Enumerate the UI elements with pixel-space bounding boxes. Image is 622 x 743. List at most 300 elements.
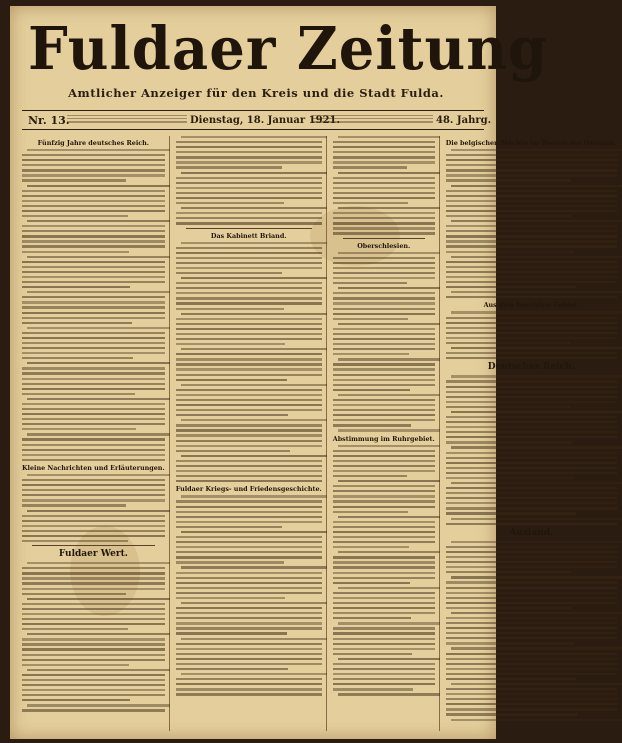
text-line <box>176 333 322 335</box>
text-line <box>333 374 435 376</box>
text-line <box>333 566 435 568</box>
text-line <box>176 460 322 462</box>
text-line <box>333 146 435 148</box>
text-line <box>181 348 327 350</box>
section-heading: Aus dem besetzten Gebiet. <box>483 301 579 310</box>
text-line <box>22 393 135 395</box>
text-line <box>176 582 322 584</box>
text-line <box>333 617 412 619</box>
text-line <box>22 225 165 227</box>
text-line <box>67 115 187 117</box>
text-line <box>446 245 617 247</box>
text-line <box>333 460 435 462</box>
text-line <box>333 536 435 538</box>
text-line <box>22 689 165 691</box>
text-line <box>333 485 435 487</box>
text-line <box>176 693 322 695</box>
text-line <box>22 230 165 232</box>
text-line <box>22 499 165 501</box>
text-line <box>333 627 435 629</box>
text-line <box>176 308 284 310</box>
text-line <box>22 174 165 176</box>
text-line <box>333 161 435 163</box>
text-line <box>22 276 165 278</box>
text-line <box>176 328 322 330</box>
text-line <box>22 337 165 339</box>
text-line <box>446 210 617 212</box>
text-line <box>446 556 617 558</box>
text-line <box>333 302 435 304</box>
text-line <box>176 597 286 599</box>
text-line <box>446 296 617 298</box>
text-line <box>181 384 327 386</box>
text-line <box>176 648 322 650</box>
text-line <box>446 421 617 423</box>
text-line <box>338 323 440 325</box>
text-line <box>22 306 165 308</box>
text-line <box>22 169 165 171</box>
text-line <box>176 177 322 179</box>
text-line <box>22 210 165 212</box>
text-line <box>176 323 322 325</box>
section-heading: Ausland. <box>509 527 554 538</box>
issue-number: Nr. 13. <box>28 113 70 127</box>
text-line <box>22 266 165 268</box>
text-line <box>338 358 440 360</box>
text-line <box>22 251 129 253</box>
text-line <box>22 572 165 574</box>
text-line <box>451 541 622 543</box>
column-4 <box>446 136 621 731</box>
text-line <box>27 291 170 293</box>
text-line <box>176 434 322 436</box>
text-line <box>446 179 571 181</box>
text-line <box>333 222 435 224</box>
text-line <box>176 592 322 594</box>
text-line <box>22 235 165 237</box>
text-line <box>338 252 440 254</box>
text-line <box>446 225 617 227</box>
text-line <box>27 362 170 364</box>
text-line <box>451 719 622 721</box>
text-line <box>333 607 435 609</box>
text-line <box>446 357 617 359</box>
text-line <box>22 378 165 380</box>
text-line <box>333 475 407 477</box>
masthead-title: Fuldaer Zeitung <box>28 14 549 84</box>
text-line <box>446 622 617 624</box>
text-line <box>451 220 622 222</box>
text-line <box>446 391 617 393</box>
headline: Oberschlesien. <box>357 241 411 250</box>
text-line <box>22 261 165 263</box>
text-line <box>176 217 322 219</box>
newspaper-page <box>10 6 617 739</box>
text-line <box>176 587 322 589</box>
text-line <box>22 684 165 686</box>
text-line <box>22 200 165 202</box>
text-line <box>176 222 322 224</box>
text-line <box>22 449 165 451</box>
text-line <box>181 277 327 279</box>
text-line <box>22 215 128 217</box>
text-line <box>176 572 322 574</box>
text-line <box>333 166 407 168</box>
text-line <box>176 561 284 563</box>
text-line <box>333 328 435 330</box>
text-line <box>446 546 617 548</box>
text-line <box>333 232 435 234</box>
divider <box>186 228 312 229</box>
article-body <box>446 541 617 721</box>
text-line <box>176 500 322 502</box>
text-line <box>27 474 170 476</box>
text-line <box>446 235 617 237</box>
text-line <box>181 566 327 568</box>
text-line <box>333 217 435 219</box>
text-line <box>446 276 617 278</box>
text-line <box>176 643 322 645</box>
text-line <box>446 663 617 665</box>
text-line <box>446 342 571 344</box>
text-line <box>176 424 322 426</box>
text-line <box>451 446 622 448</box>
text-line <box>176 683 322 685</box>
text-line <box>333 678 435 680</box>
text-line <box>176 551 322 553</box>
text-line <box>22 525 165 527</box>
text-line <box>22 628 128 630</box>
text-line <box>176 202 284 204</box>
text-line <box>446 426 617 428</box>
text-line <box>446 205 617 207</box>
column-1 <box>22 136 170 731</box>
text-line <box>446 602 617 604</box>
text-line <box>176 151 322 153</box>
text-line <box>333 182 435 184</box>
text-line <box>446 322 617 324</box>
text-line <box>333 653 413 655</box>
article-body <box>22 562 165 711</box>
text-line <box>338 658 440 660</box>
text-line <box>176 465 322 467</box>
text-line <box>446 688 617 690</box>
text-line <box>446 587 617 589</box>
text-line <box>176 379 287 381</box>
text-line <box>176 480 322 482</box>
article-body <box>22 149 165 461</box>
text-line <box>176 197 322 199</box>
text-line <box>22 659 165 661</box>
text-line <box>67 121 187 123</box>
text-line <box>176 358 322 360</box>
text-line <box>333 156 435 158</box>
text-line <box>333 363 435 365</box>
text-line <box>446 617 617 619</box>
section-heading: Kleine Nachrichten und Erläuterungen. <box>22 463 165 472</box>
text-line <box>333 638 435 640</box>
text-line <box>333 282 407 284</box>
subscription-fineprint <box>64 113 190 127</box>
text-line <box>22 504 126 506</box>
text-line <box>333 465 435 467</box>
text-line <box>22 623 165 625</box>
text-line <box>22 423 165 425</box>
text-line <box>176 577 322 579</box>
text-line <box>176 389 322 391</box>
text-line <box>333 409 435 411</box>
text-line <box>176 297 322 299</box>
issue-year: 48. Jahrg. <box>436 114 492 126</box>
text-line <box>451 347 622 349</box>
text-line <box>22 613 165 615</box>
text-line <box>176 409 322 411</box>
text-line <box>22 245 165 247</box>
text-line <box>446 215 573 217</box>
text-line <box>446 467 617 469</box>
text-line <box>181 136 327 138</box>
text-line <box>176 445 322 447</box>
text-line <box>176 287 322 289</box>
text-line <box>333 577 435 579</box>
column-2 <box>176 136 327 731</box>
text-line <box>22 190 165 192</box>
text-line <box>181 531 327 533</box>
advertising-fineprint <box>310 113 436 127</box>
text-line <box>181 673 327 675</box>
text-line <box>446 571 571 573</box>
text-line <box>22 347 165 349</box>
text-line <box>176 156 322 158</box>
text-line <box>333 384 435 386</box>
text-line <box>313 121 433 123</box>
text-line <box>22 582 165 584</box>
text-line <box>446 693 617 695</box>
text-line <box>176 318 322 320</box>
text-line <box>446 317 617 319</box>
text-line <box>176 511 322 513</box>
text-line <box>22 317 165 319</box>
text-line <box>446 251 574 253</box>
text-line <box>338 587 440 589</box>
section-heading: Deutsches Reich. <box>487 362 575 373</box>
text-line <box>22 372 165 374</box>
text-line <box>22 540 128 542</box>
text-line <box>446 190 617 192</box>
text-line <box>446 566 617 568</box>
text-line <box>176 267 322 269</box>
text-line <box>22 694 165 696</box>
text-line <box>446 286 576 288</box>
text-line <box>333 348 435 350</box>
text-line <box>333 212 435 214</box>
text-line <box>333 546 409 548</box>
text-line <box>22 648 165 650</box>
text-line <box>176 257 322 259</box>
text-line <box>333 333 435 335</box>
text-line <box>333 343 435 345</box>
text-line <box>176 399 322 401</box>
text-line <box>22 403 165 405</box>
text-line <box>451 482 622 484</box>
text-line <box>446 406 571 408</box>
text-line <box>22 352 165 354</box>
text-line <box>446 678 576 680</box>
text-line <box>333 267 435 269</box>
text-line <box>22 643 165 645</box>
text-line <box>27 562 170 564</box>
text-line <box>176 450 290 452</box>
text-line <box>22 322 132 324</box>
text-line <box>181 638 327 640</box>
text-line <box>176 536 322 538</box>
text-line <box>22 159 165 161</box>
text-line <box>176 161 322 163</box>
text-line <box>333 561 435 563</box>
text-line <box>181 242 327 244</box>
text-line <box>446 703 617 705</box>
text-line <box>22 459 165 461</box>
text-line <box>22 638 165 640</box>
text-line <box>333 668 435 670</box>
text-line <box>176 678 322 680</box>
text-line <box>22 603 165 605</box>
text-line <box>181 602 327 604</box>
text-line <box>22 296 165 298</box>
text-line <box>333 379 435 381</box>
text-line <box>338 429 440 431</box>
text-line <box>333 151 435 153</box>
text-line <box>22 271 165 273</box>
text-line <box>446 164 617 166</box>
text-line <box>333 338 435 340</box>
text-line <box>446 713 578 715</box>
text-line <box>181 313 327 315</box>
text-line <box>333 597 435 599</box>
article-columns <box>22 136 617 731</box>
text-line <box>176 272 283 274</box>
text-line <box>333 450 435 452</box>
text-line <box>451 149 622 151</box>
text-line <box>176 622 322 624</box>
text-line <box>27 149 170 151</box>
text-line <box>446 174 617 176</box>
text-line <box>27 256 170 258</box>
text-line <box>446 266 617 268</box>
text-line <box>176 292 322 294</box>
text-line <box>338 551 440 553</box>
text-line <box>176 546 322 548</box>
text-line <box>446 507 617 509</box>
text-line <box>176 521 322 523</box>
text-line <box>176 516 322 518</box>
text-line <box>446 380 617 382</box>
text-line <box>22 520 165 522</box>
text-line <box>176 556 322 558</box>
text-line <box>27 185 170 187</box>
issue-info-bar <box>22 110 492 130</box>
text-line <box>333 556 435 558</box>
text-line <box>22 608 165 610</box>
text-line <box>333 308 435 310</box>
text-line <box>27 220 170 222</box>
text-line <box>22 383 165 385</box>
article-body <box>22 474 165 542</box>
text-line <box>446 642 574 644</box>
text-line <box>333 572 435 574</box>
text-line <box>446 462 617 464</box>
text-line <box>176 414 288 416</box>
article-body <box>333 252 435 432</box>
text-line <box>176 187 322 189</box>
text-line <box>446 673 617 675</box>
section-heading: Fuldaer Kriegs- und Friedensgeschichte. <box>175 485 322 494</box>
text-line <box>22 484 165 486</box>
text-line <box>333 202 408 204</box>
text-line <box>333 187 435 189</box>
text-line <box>176 440 322 442</box>
text-line <box>446 441 573 443</box>
text-line <box>22 494 165 496</box>
text-line <box>451 411 622 413</box>
text-line <box>22 454 165 456</box>
text-line <box>446 658 617 660</box>
text-line <box>22 388 165 390</box>
text-line <box>176 368 322 370</box>
text-line <box>338 207 440 209</box>
text-line <box>446 352 617 354</box>
text-line <box>22 479 165 481</box>
text-line <box>446 581 617 583</box>
text-line <box>27 633 170 635</box>
text-line <box>333 582 411 584</box>
text-line <box>333 541 435 543</box>
text-line <box>451 375 622 377</box>
text-line <box>22 444 165 446</box>
article-body <box>176 495 322 695</box>
text-line <box>176 668 288 670</box>
text-line <box>333 521 435 523</box>
text-line <box>446 472 617 474</box>
text-line <box>333 262 435 264</box>
text-line <box>22 428 136 430</box>
text-line <box>22 312 165 314</box>
text-line <box>446 327 617 329</box>
text-line <box>176 192 322 194</box>
text-line <box>446 401 617 403</box>
text-line <box>22 664 129 666</box>
text-line <box>22 699 130 701</box>
text-line <box>22 342 165 344</box>
text-line <box>22 567 165 569</box>
column-3 <box>333 136 440 731</box>
text-line <box>446 200 617 202</box>
divider <box>343 238 425 239</box>
text-line <box>333 399 435 401</box>
text-line <box>333 292 435 294</box>
text-line <box>446 386 617 388</box>
text-line <box>446 332 617 334</box>
text-line <box>333 526 435 528</box>
text-line <box>181 455 327 457</box>
headline: Das Kabinett Briand. <box>210 231 287 240</box>
text-line <box>176 343 286 345</box>
text-line <box>446 627 617 629</box>
text-line <box>333 470 435 472</box>
text-line <box>176 653 322 655</box>
text-line <box>446 523 617 525</box>
text-line <box>176 394 322 396</box>
